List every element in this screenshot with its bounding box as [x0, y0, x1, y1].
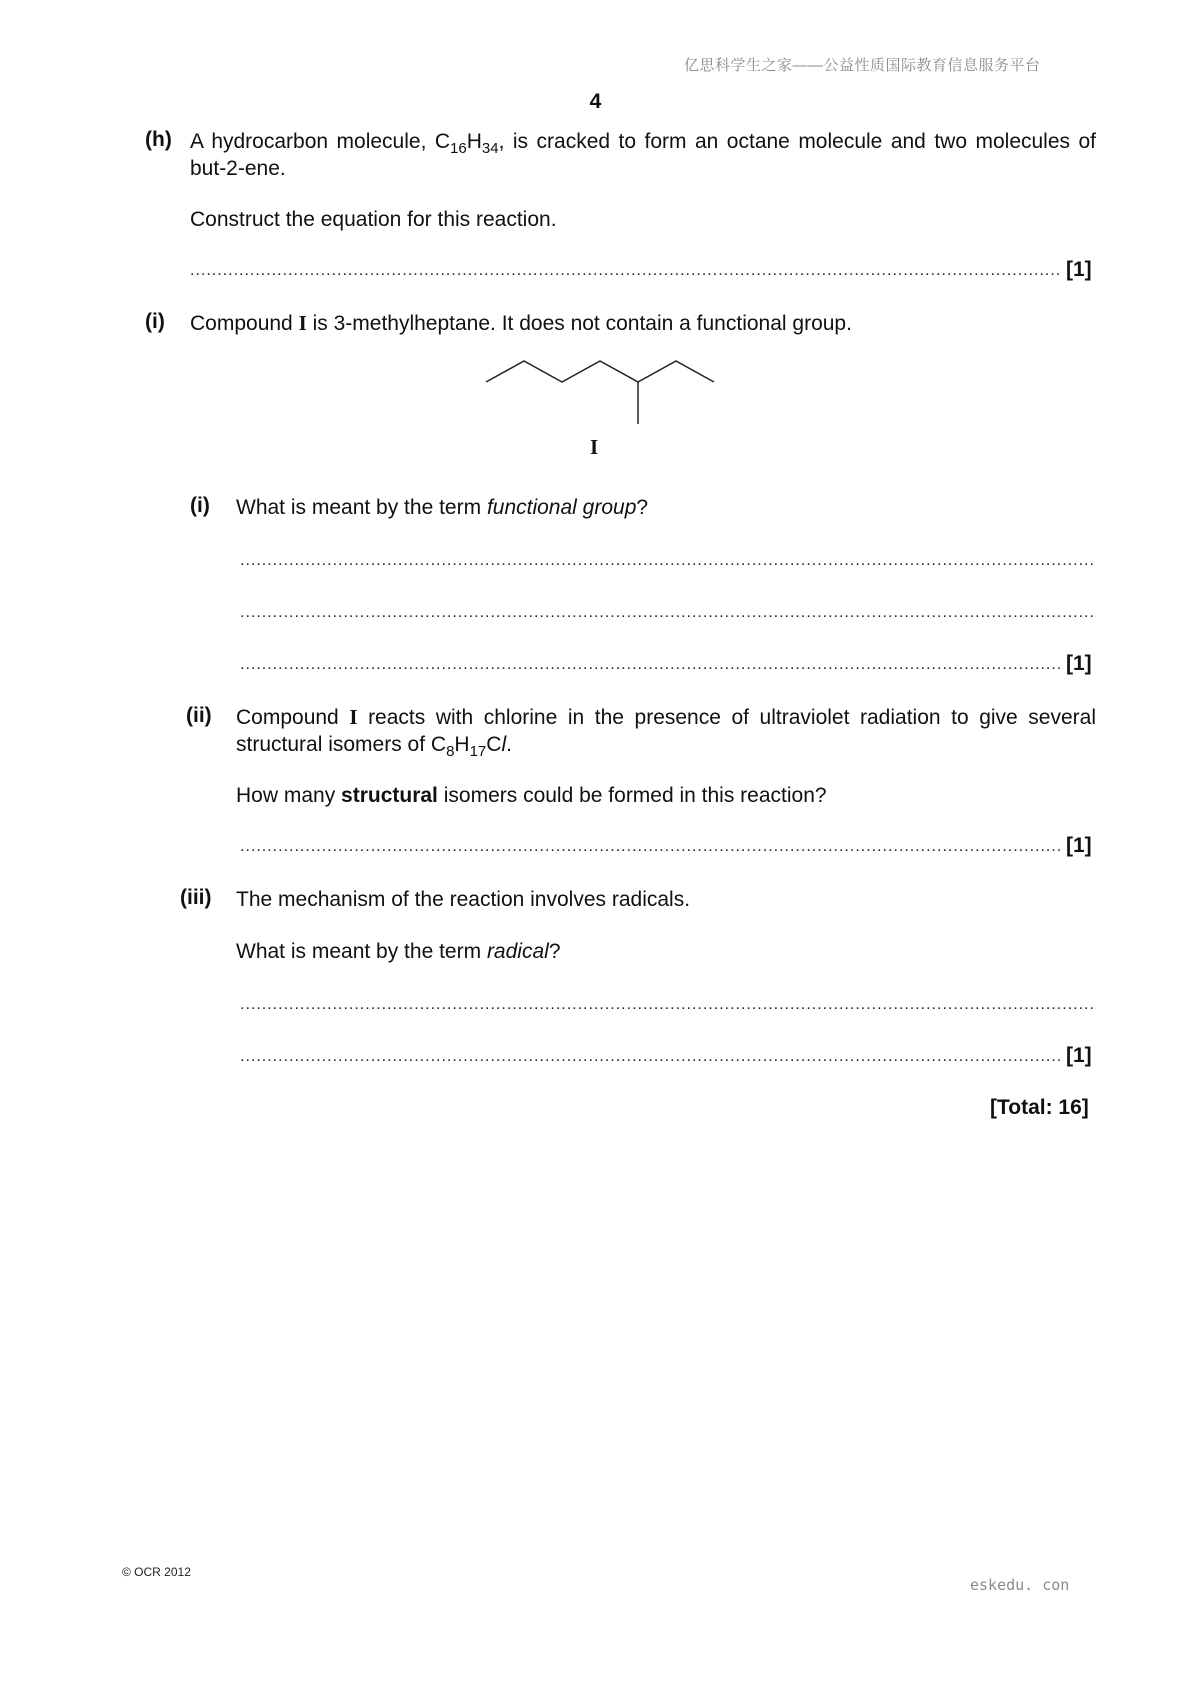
answer-line-i-2[interactable] [240, 604, 1096, 622]
subquestion-iii-text: The mechanism of the reaction involves radicals. [236, 888, 691, 911]
footer-copyright: © OCR 2012 [122, 1565, 191, 1579]
subquestion-i-text: What is meant by the term functional group? [236, 496, 649, 519]
subquestion-label-iii: (iii) [180, 886, 212, 909]
subquestion-ii-text: Compound I reacts with chlorine in the presence of ultraviolet radiation to give several structural isomers of $C_8H_{17}Cl$. [236, 705, 1096, 760]
skeletal-structure-3-methylheptane [470, 350, 720, 430]
total-marks: [Total: 16] [990, 1096, 1089, 1119]
header-watermark: 亿思科学生之家——公益性质国际教育信息服务平台 [684, 57, 1041, 74]
page-number: 4 [589, 90, 602, 113]
question-h-text: A hydrocarbon molecule, $C_{16}H_{34}$, is cracked to form an octane molecule and two molecules of but-2-ene. [190, 130, 1097, 180]
mark-i-ii: [1] [1066, 834, 1092, 857]
mark-i-i: [1] [1066, 652, 1092, 675]
structure-label: I [590, 435, 599, 459]
mark-h: [1] [1066, 258, 1092, 281]
question-i-text: Compound I is 3-methylheptane. It does not contain a functional group. [190, 311, 852, 335]
subquestion-ii-question: How many structural isomers could be formed in this reaction? [236, 784, 827, 807]
answer-line-i-3[interactable] [240, 656, 1062, 674]
answer-line-i-1[interactable] [240, 552, 1096, 570]
answer-line-ii[interactable] [240, 838, 1062, 856]
mark-i-iii: [1] [1066, 1044, 1092, 1067]
subquestion-iii-question: What is meant by the term radical? [236, 940, 561, 963]
carbon-chain [486, 361, 714, 382]
answer-line-iii-1[interactable] [240, 996, 1096, 1014]
question-label-h: (h) [145, 128, 172, 151]
answer-line-h[interactable] [190, 262, 1062, 280]
subquestion-label-i: (i) [190, 494, 210, 517]
answer-line-iii-2[interactable] [240, 1048, 1062, 1066]
question-label-i: (i) [145, 310, 165, 333]
subquestion-label-ii: (ii) [186, 704, 212, 727]
question-h-instruction: Construct the equation for this reaction. [190, 208, 557, 231]
footer-site: eskedu. con [970, 1576, 1070, 1594]
